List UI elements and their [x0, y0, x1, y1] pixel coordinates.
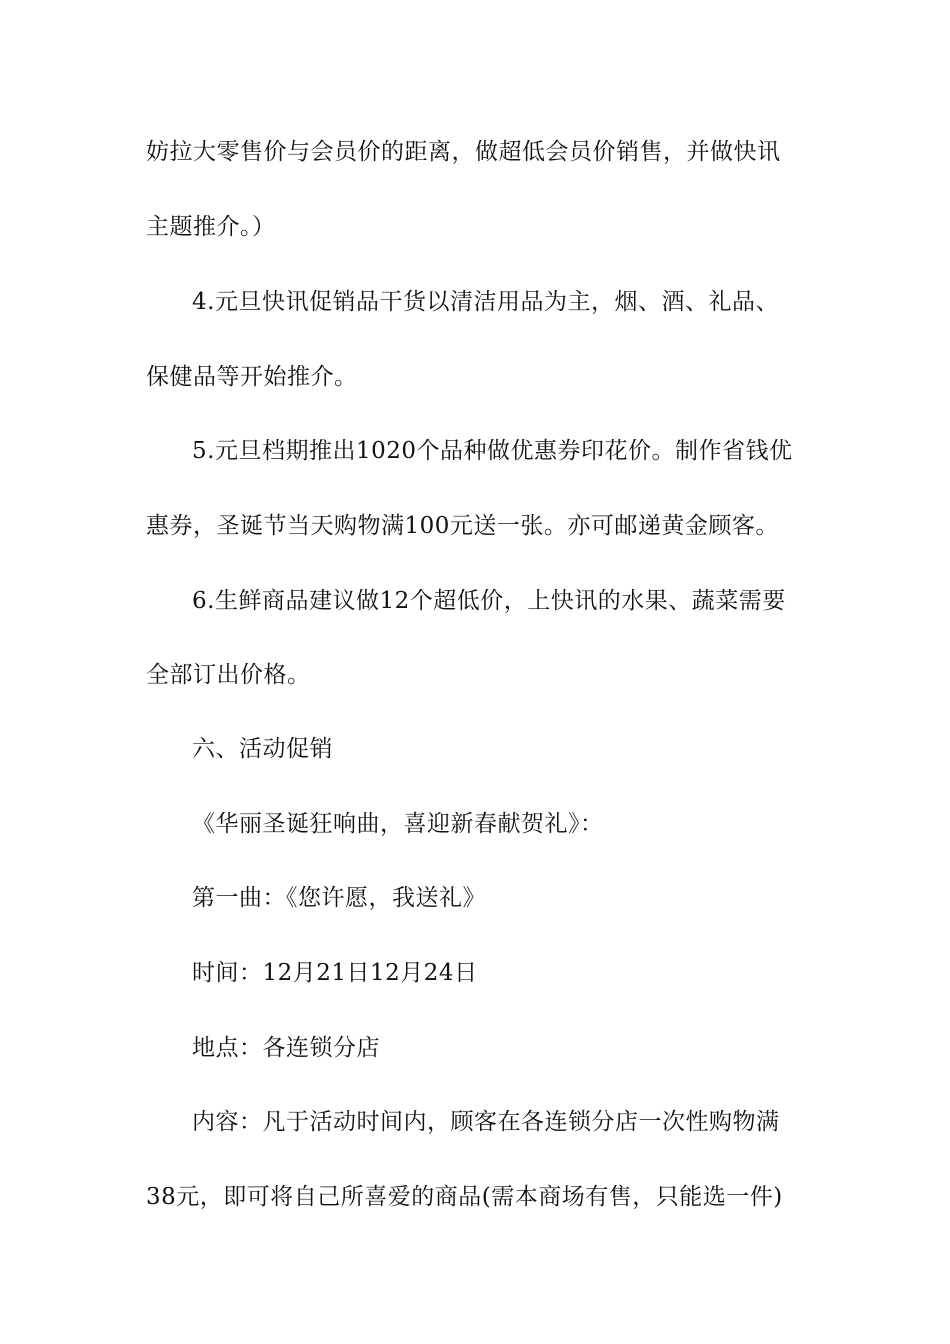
list-item-4: 4.元旦快讯促销品干货以清洁用品为主，烟、酒、礼品、 — [192, 289, 779, 315]
paragraph-line: 主题推介。） — [146, 214, 276, 240]
paragraph-line: 全部订出价格。 — [146, 662, 311, 688]
list-item-5: 5.元旦档期推出1020个品种做优惠券印花价。制作省钱优 — [192, 438, 793, 464]
section-heading: 六、活动促销 — [192, 736, 333, 762]
paragraph-line: 惠券，圣诞节当天购物满100元送一张。亦可邮递黄金顾客。 — [146, 513, 779, 539]
activity-title: 《华丽圣诞狂响曲，喜迎新春献贺礼》： — [192, 811, 604, 837]
time-line: 时间：12月21日12月24日 — [192, 960, 478, 986]
location-line: 地点：各连锁分店 — [192, 1035, 380, 1061]
paragraph-line: 38元，即可将自己所喜爱的商品(需本商场有售，只能选一件) — [146, 1184, 783, 1210]
paragraph-line: 保健品等开始推介。 — [146, 364, 358, 390]
part-heading: 第一曲：《您许愿，我送礼》 — [192, 885, 486, 911]
list-item-6: 6.生鲜商品建议做12个超低价，上快讯的水果、蔬菜需要 — [192, 588, 786, 614]
content-line: 内容：凡于活动时间内，顾客在各连锁分店一次性购物满 — [192, 1109, 780, 1135]
paragraph-line: 妨拉大零售价与会员价的距离，做超低会员价销售，并做快讯 — [146, 139, 781, 165]
